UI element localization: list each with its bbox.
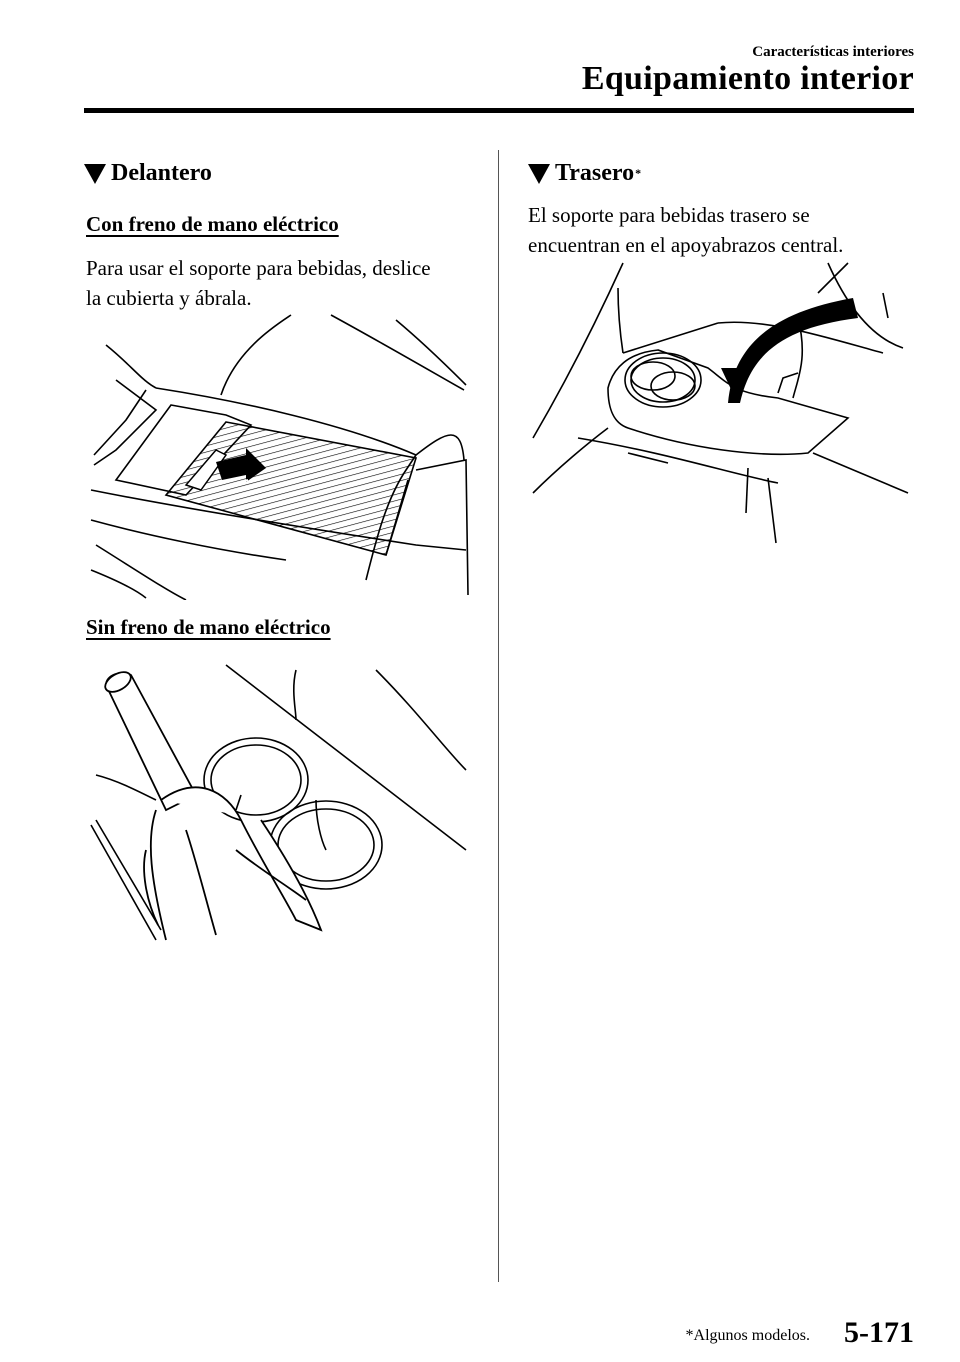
column-divider	[498, 150, 499, 1282]
header-section-label: Características interiores	[752, 44, 914, 60]
figure-front-console-electric	[86, 310, 476, 600]
paragraph-rear-line-1: El soporte para bebidas trasero se	[528, 203, 810, 227]
triangle-bullet-icon	[84, 164, 106, 184]
figure-rear-armrest-cupholder	[528, 258, 918, 548]
section-heading-rear	[528, 160, 641, 187]
subheading-manual-brake: Sin freno de mano eléctrico	[86, 615, 331, 639]
page-number: 5-171	[844, 1316, 914, 1349]
paragraph-front-line-1: Para usar el soporte para bebidas, deslice	[86, 256, 431, 280]
header-rule	[84, 108, 914, 113]
open-lid-arrow-icon	[721, 298, 858, 403]
some-models-mark: *	[635, 166, 642, 180]
subheading-electric-brake: Con freno de mano eléctrico	[86, 212, 339, 236]
figure-front-cupholder-manual	[86, 660, 476, 950]
cupholder-rings	[625, 353, 701, 407]
paragraph-front-line-2: la cubierta y ábrala.	[86, 286, 252, 310]
section-heading-front-text: Delantero	[111, 160, 212, 186]
paragraph-rear	[528, 200, 843, 260]
chapter-title: Equipamiento interior	[581, 60, 914, 97]
footer-note: *Algunos modelos.	[685, 1327, 810, 1344]
triangle-bullet-icon	[528, 164, 550, 184]
paragraph-rear-line-2: encuentran en el apoyabrazos central.	[528, 233, 844, 257]
section-heading-rear-text: Trasero	[555, 160, 635, 186]
section-heading-front	[84, 160, 212, 187]
paragraph-front	[86, 253, 431, 313]
